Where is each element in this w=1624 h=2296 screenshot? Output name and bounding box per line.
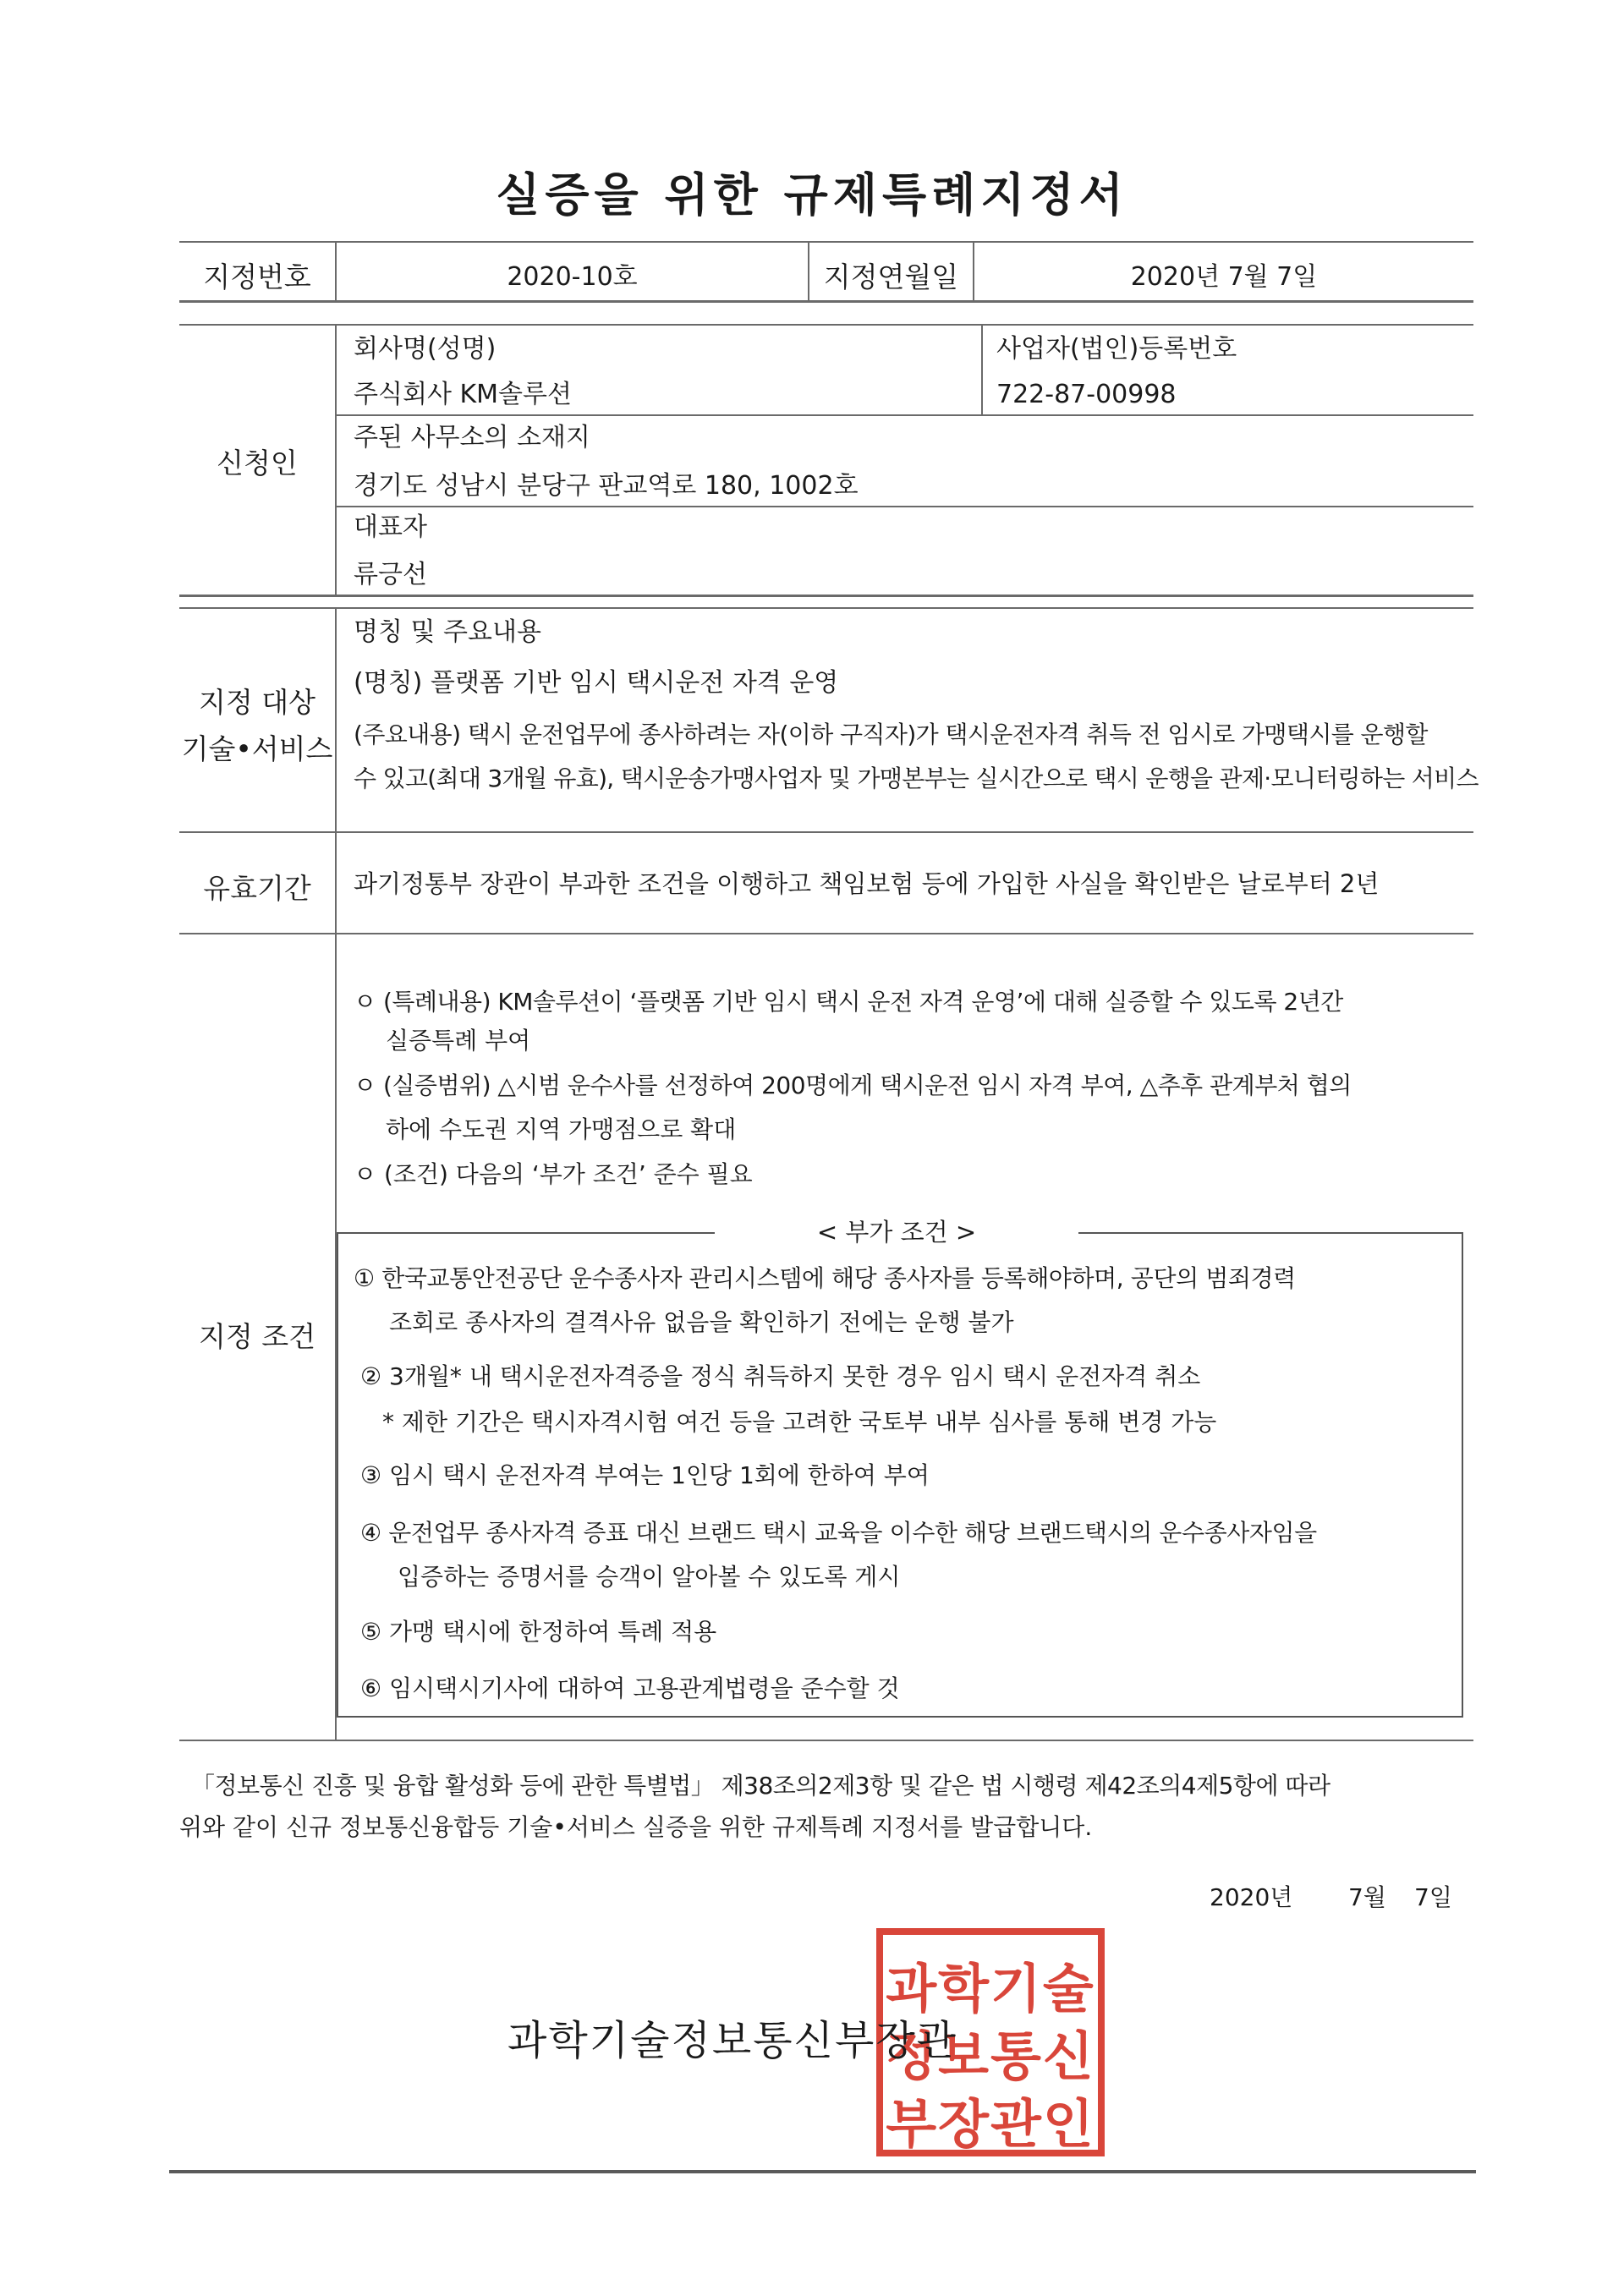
rule-conditions-bottom	[179, 1740, 1473, 1741]
representative-value: 류긍선	[354, 560, 427, 589]
box-item-1: ① 한국교통안전공단 운수종사자 관리시스템에 해당 종사자를 등록해야하며, 공단의 범죄경력	[354, 1264, 1296, 1292]
rule-validity-bottom	[179, 933, 1473, 934]
regno-label: 사업자(법인)등록번호	[996, 334, 1237, 364]
rule-target-top	[179, 607, 1473, 609]
validity-label: 유효기간	[203, 872, 311, 905]
company-label: 회사명(성명)	[354, 334, 497, 364]
condition-line-2: 실증특례 부여	[386, 1027, 531, 1055]
rule-validity-top	[179, 831, 1473, 833]
target-content-line1: (주요내용) 택시 운전업무에 종사하려는 자(이하 구직자)가 택시운전자격 취득 전 임시로 가맹택시를 운행할	[354, 721, 1428, 748]
vsep-applicant	[335, 324, 337, 596]
vsep-applicant-regno	[981, 324, 983, 415]
document-title: 실증을 위한 규제특례지정서	[496, 168, 1128, 222]
target-heading: 명칭 및 주요내용	[354, 617, 541, 647]
footer-text-line1: 「정보통신 진흥 및 융합 활성화 등에 관한 특별법」 제38조의2제3항 및 같은 법 시행령 제42조의4제5항에 따라	[191, 1772, 1330, 1800]
issuer-name: 과학기술정보통신부장관	[508, 2017, 958, 2064]
box-item-2: ② 3개월* 내 택시운전자격증을 정식 취득하지 못한 경우 임시 택시 운전자격 취소	[360, 1362, 1201, 1390]
date-label: 지정연월일	[823, 260, 959, 293]
box-item-3: ③ 임시 택시 운전자격 부여는 1인당 1회에 한하여 부여	[360, 1461, 930, 1489]
issue-date-year: 2020년	[1210, 1883, 1293, 1911]
address-value: 경기도 성남시 분당구 판교역로 180, 1002호	[354, 471, 859, 501]
additional-conditions-title: < 부가 조건 >	[715, 1217, 1078, 1247]
issue-date-month: 7월	[1348, 1883, 1386, 1911]
target-content-line2: 수 있고(최대 3개월 유효), 택시운송가맹사업자 및 가맹본부는 실시간으로 택시 운행을 관제·모니터링하는 서비스	[354, 764, 1479, 792]
footer-text-line2: 위와 같이 신규 정보통신융합등 기술•서비스 실증을 위한 규제특례 지정서를 발급합니다.	[179, 1813, 1093, 1841]
rule-applicant-2	[337, 506, 1473, 507]
date-value: 2020년 7월 7일	[1130, 262, 1318, 292]
number-label: 지정번호	[203, 260, 311, 293]
box-item-4: ④ 운전업무 종사자격 증표 대신 브랜드 택시 교육을 이수한 해당 브랜드택시의 운수종사자임을	[360, 1519, 1317, 1547]
company-value: 주식회사 KM솔루션	[354, 380, 572, 409]
issue-date-day: 7일	[1414, 1883, 1452, 1911]
condition-line-5: ㅇ (조건) 다음의 ‘부가 조건’ 준수 필요	[354, 1160, 753, 1188]
rule-applicant-top	[179, 324, 1473, 326]
box-item-5: ⑤ 가맹 택시에 한정하여 특례 적용	[360, 1618, 717, 1646]
condition-line-3: ㅇ (실증범위) △시범 운수사를 선정하여 200명에게 택시운전 임시 자격 부여, △추후 관계부처 협의	[354, 1071, 1352, 1099]
seal-text-line1: 과학기술	[886, 1958, 1095, 2019]
number-value: 2020-10호	[507, 262, 638, 292]
rule-header-bottom	[179, 300, 1473, 303]
validity-value: 과기정통부 장관이 부과한 조건을 이행하고 책임보험 등에 가입한 사실을 확인받은 날로부터 2년	[354, 869, 1380, 898]
applicant-label: 신청인	[217, 447, 298, 479]
conditions-label: 지정 조건	[198, 1320, 315, 1353]
box-item-4-cont: 입증하는 증명서를 승객이 알아볼 수 있도록 게시	[398, 1563, 901, 1591]
box-item-1-cont: 조회로 종사자의 결격사유 없음을 확인하기 전에는 운행 불가	[389, 1308, 1014, 1336]
condition-line-4: 하에 수도권 지역 가맹점으로 확대	[386, 1115, 737, 1143]
rule-top	[179, 241, 1473, 243]
target-label-line2: 기술•서비스	[181, 732, 333, 765]
condition-line-1: ㅇ (특례내용) KM솔루션이 ‘플랫폼 기반 임시 택시 운전 자격 운영’에 대해 실증할 수 있도록 2년간	[354, 988, 1343, 1016]
regno-value: 722-87-00998	[996, 380, 1177, 409]
box-item-2-note: * 제한 기간은 택시자격시험 여건 등을 고려한 국토부 내부 심사를 통해 변경 가능	[382, 1408, 1217, 1436]
seal-text-line3: 부장관인	[886, 2093, 1095, 2155]
target-name: (명칭) 플랫폼 기반 임시 택시운전 자격 운영	[354, 668, 839, 698]
representative-label: 대표자	[354, 512, 427, 542]
rule-page-bottom	[169, 2170, 1476, 2173]
address-label: 주된 사무소의 소재지	[354, 423, 590, 452]
seal-text-line2: 정보통신	[886, 2025, 1095, 2087]
target-label-line1: 지정 대상	[198, 686, 315, 719]
rule-applicant-bottom	[179, 595, 1473, 597]
rule-applicant-1	[337, 414, 1473, 416]
box-item-6: ⑥ 임시택시기사에 대하여 고용관계법령을 준수할 것	[360, 1674, 900, 1702]
